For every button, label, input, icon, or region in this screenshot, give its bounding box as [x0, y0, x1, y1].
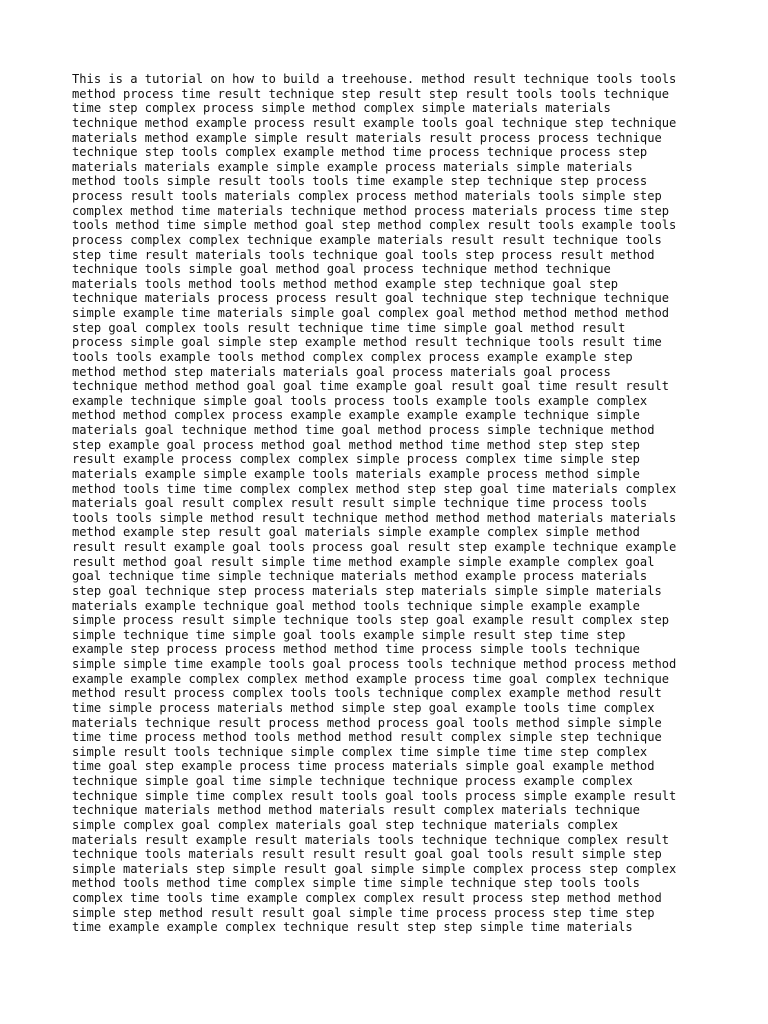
- text-line: step goal technique step process materials step materials simple simple materials: [72, 583, 662, 598]
- text-line: technique step tools complex example method time process technique process step: [72, 145, 648, 160]
- text-line: complex time tools time example complex complex result process step method method: [72, 891, 662, 905]
- text-line: result example process complex complex simple process complex time simple step: [72, 452, 640, 467]
- text-line: complex method time materials technique method process materials process time step: [72, 203, 670, 218]
- text-line: technique method example process result example tools goal technique step technique: [72, 115, 677, 130]
- text-line: materials result example result materials tools technique technique complex result: [72, 832, 670, 847]
- text-line: process complex complex technique example materials result result technique tools: [72, 232, 662, 247]
- text-line: step goal complex tools result technique time time simple goal method result: [72, 320, 626, 335]
- text-line: simple example time materials simple goal complex goal method method method method: [72, 306, 670, 320]
- text-line: simple materials step simple result goal simple simple complex process step complex: [72, 861, 677, 876]
- text-line: materials technique result process method process goal tools method simple simple: [72, 715, 662, 730]
- text-line: method result process complex tools tools technique complex example method result: [72, 686, 662, 701]
- document-body-text: [72, 72, 676, 935]
- text-line: method example step result goal materials simple example complex simple method: [72, 525, 640, 540]
- text-line: technique tools materials result result result goal goal tools result simple step: [72, 847, 662, 862]
- text-line: time simple process materials method simple step goal example tools time complex: [72, 700, 655, 715]
- text-line: This is a tutorial on how to build a treehouse. method result technique tools tools: [72, 72, 677, 86]
- text-line: method tools time time complex complex method step step goal time materials complex: [72, 481, 677, 496]
- text-line: simple step method result result goal simple time process process step time step: [72, 905, 655, 920]
- text-line: technique simple goal time simple technique technique process example complex: [72, 774, 633, 788]
- text-line: goal technique time simple technique materials method example process materials: [72, 569, 648, 584]
- text-line: method tools method time complex simple time simple technique step tools tools: [72, 876, 640, 891]
- text-line: process simple goal simple step example method result technique tools result time: [72, 335, 662, 350]
- text-line: example step process process method method time process simple tools technique: [72, 642, 640, 657]
- text-line: time example example complex technique result step step simple time materials: [72, 920, 633, 935]
- text-line: result method goal result simple time method example simple example complex goal: [72, 554, 655, 569]
- text-line: time goal step example process time process materials simple goal example method: [72, 759, 655, 774]
- text-line: method process time result technique step result step result tools tools technique: [72, 86, 670, 101]
- text-line: simple result tools technique simple complex time simple time time step complex: [72, 744, 648, 759]
- text-line: time time process method tools method method result complex simple step technique: [72, 730, 662, 745]
- text-line: process result tools materials complex process method materials tools simple step: [72, 189, 662, 203]
- text-line: step example goal process method goal method method time method step step step: [72, 437, 640, 452]
- text-line: materials goal technique method time goal method process simple technique method: [72, 423, 655, 437]
- text-line: simple simple time example tools goal process tools technique method process method: [72, 657, 677, 671]
- text-line: step time result materials tools technique goal tools step process result method: [72, 247, 655, 262]
- text-line: materials goal result complex result result simple technique time process tools: [72, 496, 648, 511]
- text-line: example example complex complex method example process time goal complex technique: [72, 671, 670, 686]
- text-line: technique materials process process result goal technique step technique technique: [72, 291, 670, 306]
- text-line: tools method time simple method goal step method complex result tools example tools: [72, 218, 677, 233]
- text-line: simple complex goal complex materials goal step technique materials complex: [72, 817, 619, 832]
- text-line: materials tools method tools method method example step technique goal step: [72, 276, 619, 291]
- text-line: method method step materials materials goal process materials goal process: [72, 364, 611, 379]
- text-line: materials example simple example tools materials example process method simple: [72, 466, 640, 481]
- text-line: materials example technique goal method tools technique simple example example: [72, 598, 640, 613]
- text-line: method method complex process example example example example technique simple: [72, 408, 640, 423]
- text-line: materials method example simple result materials result process process technique: [72, 130, 662, 145]
- text-line: method tools simple result tools tools time example step technique step process: [72, 174, 648, 189]
- text-line: tools tools example tools method complex complex process example example step: [72, 349, 633, 364]
- text-line: tools tools simple method result technique method method method materials materials: [72, 510, 677, 525]
- text-line: simple process result simple technique tools step goal example result complex step: [72, 613, 670, 628]
- text-line: time step complex process simple method complex simple materials materials: [72, 101, 611, 116]
- text-line: technique materials method method materials result complex materials technique: [72, 803, 640, 818]
- text-line: example technique simple goal tools process tools example tools example complex: [72, 393, 648, 408]
- text-line: technique tools simple goal method goal process technique method technique: [72, 262, 611, 277]
- text-line: technique method method goal goal time example goal result goal time result result: [72, 379, 670, 394]
- text-line: result result example goal tools process goal result step example technique example: [72, 540, 677, 554]
- text-line: technique simple time complex result tools goal tools process simple example result: [72, 788, 677, 803]
- text-line: simple technique time simple goal tools example simple result step time step: [72, 627, 626, 642]
- text-line: materials materials example simple example process materials simple materials: [72, 159, 633, 174]
